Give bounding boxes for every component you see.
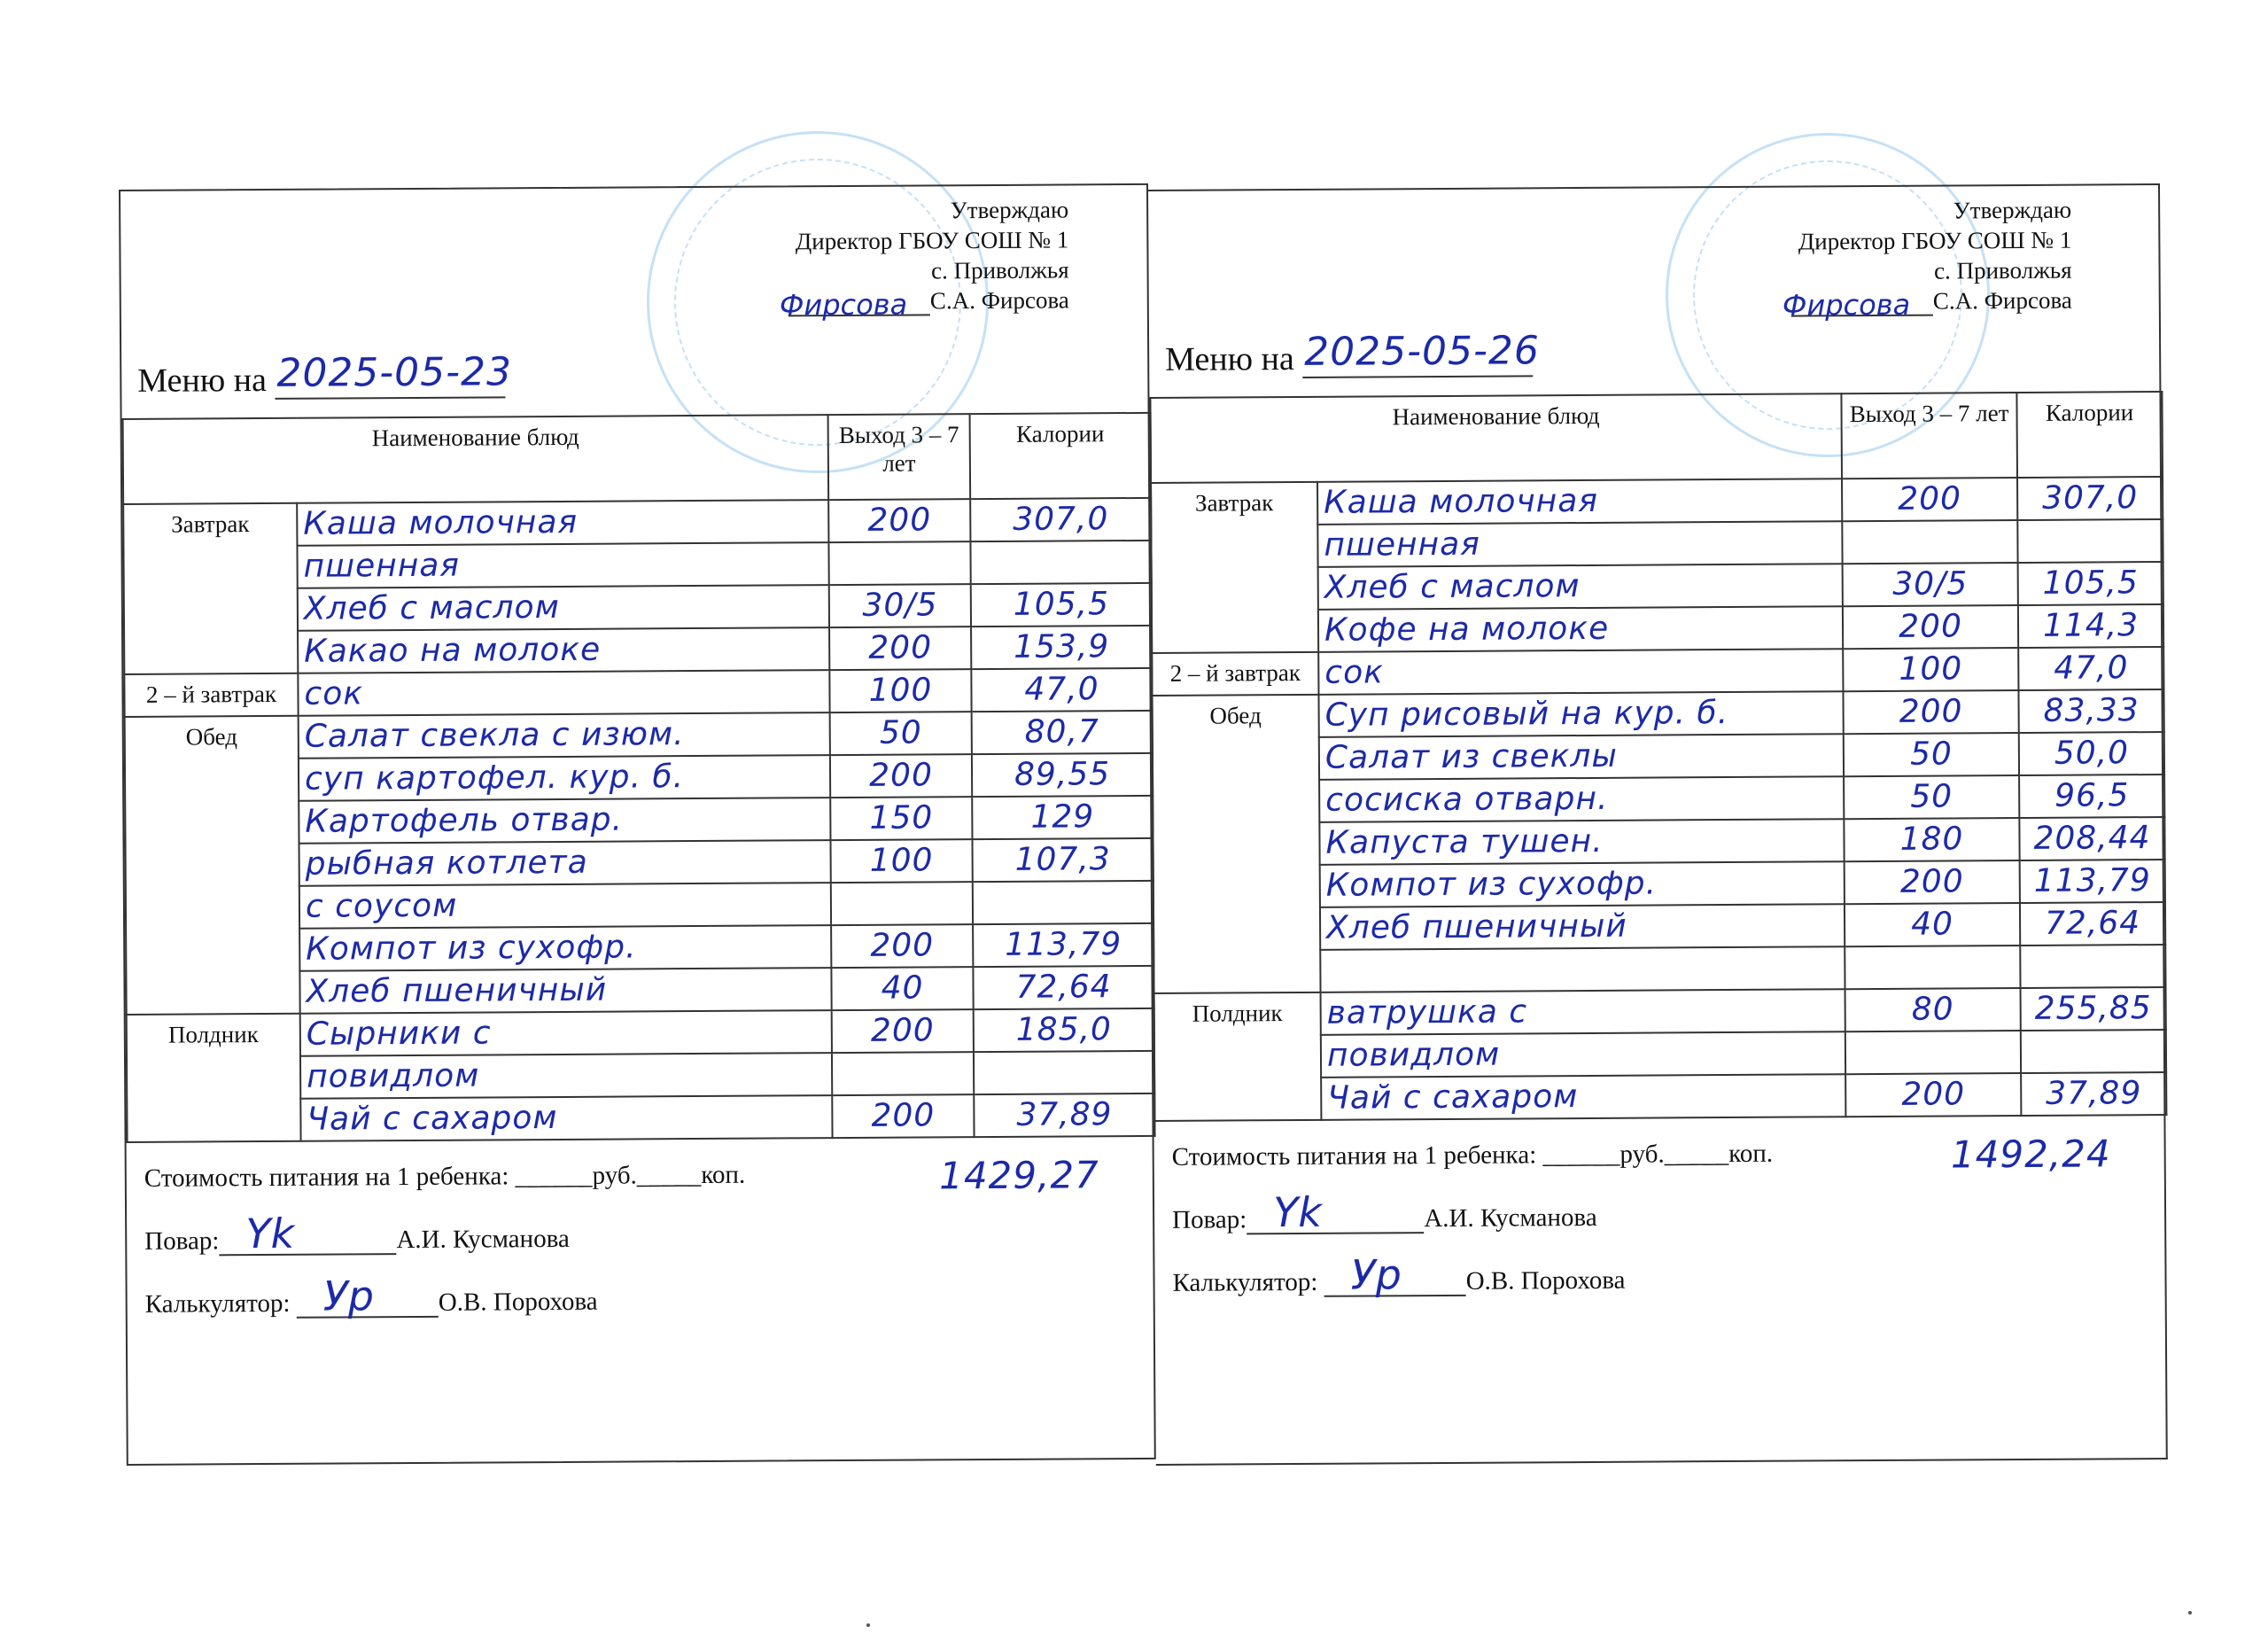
- dish-cell: [299, 712, 830, 759]
- dish-cell: [1319, 776, 1844, 822]
- menu-table: [122, 412, 1156, 1143]
- dish-cell-text: Компот из сухофр.: [1325, 865, 1658, 904]
- dish-cell: [299, 755, 830, 801]
- calories-cell: [973, 923, 1153, 967]
- calc-signature: Ур: [322, 1272, 375, 1320]
- approval-block: [1782, 195, 2072, 323]
- menu-rows: [1151, 477, 2166, 1121]
- menu-rows: [123, 498, 1154, 1142]
- menu-header: [1148, 185, 2159, 397]
- calories-cell: [970, 541, 1151, 584]
- dish-cell-text: Каша молочная: [1324, 482, 1599, 521]
- dish-cell: [298, 627, 829, 673]
- yield-cell: [1844, 733, 2019, 776]
- calories-cell: [973, 881, 1153, 924]
- dish-cell-text: Кофе на молоке: [1324, 610, 1610, 649]
- calories-cell-text: 50,0: [2054, 735, 2130, 772]
- calories-cell: [2020, 945, 2165, 988]
- cook-name: А.И. Кусманова: [1424, 1202, 1597, 1234]
- calories-cell-text: 105,5: [1013, 586, 1110, 623]
- menu-footer: [127, 1137, 1153, 1319]
- director-signature-line: [779, 287, 930, 323]
- calories-cell: [2019, 732, 2164, 775]
- yield-cell: [828, 541, 970, 585]
- calories-cell: [2018, 689, 2163, 733]
- calories-cell-text: 37,89: [1016, 1096, 1113, 1133]
- dish-cell: [298, 670, 829, 716]
- calories-cell-text: 153,9: [1014, 628, 1110, 665]
- calories-cell: [972, 796, 1153, 839]
- cook-label: Повар:: [144, 1226, 220, 1256]
- dish-cell-text: Каша молочная: [303, 503, 579, 542]
- dish-cell-text: пшенная: [303, 547, 461, 585]
- cook-name: А.И. Кусманова: [396, 1224, 570, 1255]
- dish-cell-text: Хлеб пшеничный: [1325, 907, 1627, 946]
- approval-title: Утверждаю: [1953, 196, 2072, 224]
- scan-speck: [866, 1623, 870, 1627]
- yield-cell: [829, 584, 971, 627]
- menu-date: 2025-05-23: [276, 349, 513, 396]
- calories-cell-text: 255,85: [2034, 990, 2152, 1027]
- meal-name: 2 – й завтрак: [1152, 652, 1318, 696]
- dish-cell-text: суп картофел. кур. б.: [304, 759, 685, 798]
- yield-cell-text: 50: [1909, 735, 1953, 773]
- dish-cell: [1318, 649, 1843, 695]
- yield-cell-text: 80: [1911, 991, 1954, 1028]
- calc-label: Калькулятор:: [144, 1288, 291, 1319]
- cost-label: Стоимость питания на 1 ребенка: ______руб._____коп.: [1171, 1139, 1774, 1171]
- cost-label: Стоимость питания на 1 ребенка: ______руб._____коп.: [144, 1160, 746, 1193]
- col-calories-header: Калории: [2016, 392, 2163, 478]
- total-calories: 1492,24: [1950, 1132, 2111, 1177]
- yield-cell: [1843, 605, 2018, 649]
- col-yield-header: Выход 3 – 7 лет: [828, 414, 971, 500]
- yield-cell-text: 200: [1898, 480, 1962, 518]
- meal-name: Завтрак: [1151, 482, 1318, 653]
- total-calories: 1429,27: [938, 1153, 1099, 1198]
- dish-cell: [1320, 861, 1845, 907]
- dish-cell: [297, 542, 828, 588]
- dish-cell: [298, 585, 829, 631]
- dish-cell: [300, 1095, 832, 1141]
- calories-cell: [2018, 562, 2163, 605]
- calories-cell: [2018, 647, 2163, 690]
- table-row: [123, 498, 1151, 547]
- calories-cell-text: 83,33: [2043, 692, 2140, 729]
- yield-cell-text: 150: [869, 799, 934, 837]
- yield-cell-text: 50: [1910, 778, 1953, 815]
- director-signature: Фирсова: [1782, 287, 1911, 323]
- yield-cell: [830, 712, 972, 755]
- dish-cell-text: Хлеб с маслом: [1324, 568, 1581, 606]
- approval-name: С.А. Фирсова: [929, 286, 1069, 315]
- table-row: [1152, 647, 2163, 696]
- calories-cell: [970, 498, 1151, 541]
- calories-cell-text: 208,44: [2033, 820, 2151, 857]
- cook-signature: Yk: [1273, 1187, 1323, 1237]
- calories-cell-text: 113,79: [1005, 926, 1122, 963]
- yield-cell-text: 200: [1901, 1076, 1966, 1113]
- dish-cell-text: Чай с сахаром: [307, 1099, 558, 1138]
- dish-cell-text: Чай с сахаром: [1327, 1078, 1579, 1117]
- dish-cell-text: с соусом: [305, 887, 458, 925]
- dish-cell: [1320, 946, 1845, 992]
- yield-cell: [1843, 563, 2018, 606]
- menu-header: [120, 185, 1148, 418]
- dish-cell-text: Салат из свеклы: [1324, 737, 1619, 776]
- yield-cell: [831, 967, 973, 1010]
- meal-name: Полдник: [1154, 992, 1322, 1121]
- calories-cell: [2017, 477, 2163, 520]
- yield-cell-text: 200: [870, 927, 935, 964]
- calories-cell: [974, 1094, 1154, 1137]
- yield-cell: [1845, 946, 2020, 989]
- cook-label: Повар:: [1172, 1205, 1247, 1234]
- director-signature-line: [1782, 287, 1933, 323]
- dish-cell-text: Компот из сухофр.: [306, 929, 637, 968]
- menu-label: Меню на: [137, 361, 268, 400]
- calories-cell: [972, 753, 1153, 797]
- calories-cell-text: 114,3: [2042, 607, 2140, 644]
- dish-cell: [1320, 904, 1845, 950]
- calories-cell: [974, 1051, 1154, 1094]
- calc-name: О.В. Порохова: [1465, 1265, 1626, 1296]
- dish-cell-text: Хлеб пшеничный: [306, 971, 608, 1010]
- calories-cell-text: 96,5: [2054, 777, 2130, 814]
- yield-cell-text: 200: [869, 757, 934, 794]
- yield-cell: [1842, 520, 2017, 564]
- approval-location: с. Приволжья: [1933, 256, 2072, 284]
- dish-cell: [1318, 606, 1843, 652]
- table-row: [1154, 987, 2166, 1036]
- yield-cell-text: 40: [881, 969, 924, 1007]
- dish-cell: [1321, 989, 1845, 1035]
- col-dish-header: Наименование блюд: [1150, 393, 1842, 483]
- calories-cell: [2020, 860, 2165, 903]
- yield-cell-text: 30/5: [1892, 565, 1969, 603]
- dish-cell-text: Какао на молоке: [304, 631, 602, 670]
- calories-cell-text: 47,0: [1024, 671, 1099, 708]
- dish-cell-text: повидлом: [306, 1057, 480, 1095]
- dish-cell: [300, 1010, 832, 1056]
- meal-name: Обед: [125, 716, 300, 1015]
- table-row: [127, 1008, 1154, 1057]
- calc-signature-line: [1324, 1250, 1466, 1299]
- calories-cell: [2020, 902, 2165, 946]
- dish-cell: [1319, 819, 1844, 865]
- approval-name: С.А. Фирсова: [1932, 286, 2072, 315]
- yield-cell: [831, 882, 973, 925]
- approval-position: Директор ГБОУ СОШ № 1: [795, 226, 1069, 255]
- meal-name: Полдник: [127, 1014, 301, 1142]
- yield-cell-text: 100: [868, 672, 933, 709]
- calories-cell-text: 47,0: [2054, 650, 2129, 687]
- col-yield-header: Выход 3 – 7 лет: [1841, 393, 2017, 479]
- calories-cell: [2017, 519, 2163, 563]
- meal-name: Обед: [1152, 695, 1320, 993]
- yield-cell: [1843, 690, 2018, 734]
- yield-cell: [830, 754, 972, 798]
- calories-cell-text: 89,55: [1014, 756, 1111, 793]
- calories-cell: [2021, 1072, 2166, 1116]
- yield-cell: [830, 797, 972, 840]
- menu-title: [137, 349, 513, 401]
- calories-cell-text: 80,7: [1024, 713, 1099, 751]
- menu-title: [1165, 328, 1541, 379]
- yield-cell: [829, 627, 971, 670]
- yield-cell-text: 200: [871, 1097, 936, 1134]
- dish-cell: [299, 840, 831, 886]
- dish-cell: [1318, 691, 1843, 737]
- yield-cell: [831, 924, 973, 968]
- yield-cell-text: 50: [879, 714, 922, 751]
- dish-cell-text: Хлеб с маслом: [303, 588, 560, 627]
- meal-name: Завтрак: [123, 503, 298, 674]
- dish-cell: [299, 968, 831, 1014]
- dish-cell-text: ватрушка с: [1326, 993, 1528, 1031]
- menu-footer: [1153, 1116, 2164, 1298]
- yield-cell: [832, 1009, 974, 1053]
- approval-position: Директор ГБОУ СОШ № 1: [1798, 226, 2072, 255]
- dish-cell: [1318, 564, 1843, 610]
- dish-cell-text: Салат свекла с изюм.: [304, 716, 685, 755]
- dish-cell-text: повидлом: [1326, 1036, 1501, 1074]
- calc-signature: Ур: [1350, 1250, 1402, 1299]
- yield-cell-text: 180: [1899, 821, 1964, 858]
- dish-cell-text: Картофель отвар.: [305, 801, 624, 840]
- yield-cell-text: 200: [1899, 863, 1964, 900]
- yield-cell: [1845, 1031, 2021, 1074]
- calories-cell: [973, 966, 1153, 1009]
- dish-cell-text: сосиска отварн.: [1325, 780, 1609, 819]
- table-row: [124, 668, 1152, 717]
- cook-signature-line: [1247, 1187, 1424, 1237]
- dish-cell: [1319, 734, 1844, 780]
- cook-signature-line: [219, 1209, 396, 1258]
- menu-label: Меню на: [1165, 339, 1294, 378]
- calories-cell: [2021, 987, 2166, 1031]
- approval-location: с. Приволжья: [930, 256, 1069, 284]
- dish-cell-text: Капуста тушен.: [1325, 822, 1604, 861]
- yield-cell: [1844, 775, 2019, 819]
- calories-cell-text: 307,0: [2042, 479, 2139, 517]
- yield-cell-text: 30/5: [862, 587, 938, 624]
- yield-cell-text: 100: [1899, 650, 1963, 688]
- yield-cell-text: 200: [1899, 608, 1963, 645]
- calories-cell: [971, 583, 1152, 627]
- calories-cell: [2019, 817, 2164, 860]
- dish-cell-text: Сырники с: [306, 1015, 492, 1053]
- calories-cell-text: 37,89: [2046, 1075, 2142, 1112]
- calories-cell-text: 72,64: [2044, 905, 2141, 942]
- dish-cell: [299, 925, 831, 971]
- yield-cell-text: 200: [867, 502, 932, 539]
- calories-cell: [971, 668, 1152, 712]
- yield-cell-text: 200: [1899, 693, 1963, 730]
- menu-date-field: [275, 349, 513, 400]
- yield-cell-text: 40: [1911, 906, 1954, 943]
- calories-cell-text: 72,64: [1015, 969, 1112, 1006]
- col-calories-header: Калории: [970, 413, 1152, 499]
- approval-block: [779, 194, 1069, 323]
- yield-cell: [832, 1094, 974, 1138]
- yield-cell: [1844, 818, 2019, 861]
- dish-cell-text: сок: [304, 675, 364, 712]
- calc-label: Калькулятор:: [1172, 1267, 1318, 1297]
- dish-cell: [1321, 1031, 1845, 1078]
- cook-signature: Yk: [245, 1209, 295, 1258]
- dish-cell: [297, 500, 828, 546]
- menu-date: 2025-05-26: [1304, 328, 1541, 375]
- dish-cell-text: Суп рисовый на кур. б.: [1324, 695, 1729, 734]
- dish-cell-text: пшенная: [1324, 525, 1480, 564]
- calories-cell: [2021, 1030, 2166, 1073]
- yield-cell: [1843, 648, 2018, 691]
- calories-cell: [2019, 774, 2164, 818]
- table-row: [1151, 477, 2163, 525]
- table-row: [125, 711, 1153, 759]
- menu-panel-left: [119, 183, 1156, 1466]
- yield-cell: [1845, 860, 2020, 904]
- dish-cell: [300, 1053, 832, 1099]
- calories-cell-text: 129: [1030, 798, 1095, 836]
- yield-cell-text: 200: [868, 629, 933, 666]
- director-signature: Фирсова: [779, 287, 908, 323]
- calories-cell-text: 107,3: [1014, 841, 1111, 878]
- yield-cell: [832, 1052, 974, 1095]
- dish-cell: [1317, 479, 1842, 525]
- calories-cell-text: 113,79: [2033, 862, 2151, 899]
- yield-cell-text: 100: [869, 842, 934, 879]
- yield-cell-text: 200: [870, 1012, 935, 1049]
- col-dish-header: Наименование блюд: [123, 415, 829, 504]
- dish-cell: [1317, 521, 1842, 567]
- yield-cell: [1845, 988, 2021, 1031]
- dish-cell: [299, 798, 830, 844]
- yield-cell: [831, 839, 973, 883]
- table-row: [1152, 689, 2163, 738]
- dish-cell: [299, 883, 831, 929]
- yield-cell: [1845, 903, 2020, 946]
- menu-table: [1149, 391, 2167, 1122]
- yield-cell: [1842, 478, 2017, 521]
- calories-cell-text: 307,0: [1013, 501, 1109, 538]
- calc-signature-line: [297, 1272, 439, 1320]
- calories-cell: [2018, 604, 2163, 648]
- menu-panel-right: [1148, 183, 2168, 1466]
- menu-date-field: [1302, 328, 1541, 378]
- meal-name: 2 – й завтрак: [124, 673, 298, 717]
- calories-cell: [973, 838, 1153, 882]
- yield-cell: [828, 499, 970, 542]
- calories-cell: [971, 626, 1152, 669]
- calories-cell: [974, 1008, 1154, 1052]
- dish-cell-text: рыбная котлета: [305, 844, 588, 883]
- calc-name: О.В. Порохова: [438, 1287, 598, 1317]
- yield-cell: [1845, 1073, 2021, 1117]
- approval-title: Утверждаю: [950, 196, 1069, 224]
- calories-cell-text: 105,5: [2042, 564, 2139, 602]
- calories-cell-text: 185,0: [1015, 1011, 1112, 1048]
- scan-speck: [2188, 1611, 2192, 1615]
- calories-cell: [972, 711, 1153, 754]
- dish-cell: [1321, 1074, 1845, 1120]
- dish-cell-text: сок: [1324, 654, 1385, 691]
- yield-cell: [829, 669, 971, 712]
